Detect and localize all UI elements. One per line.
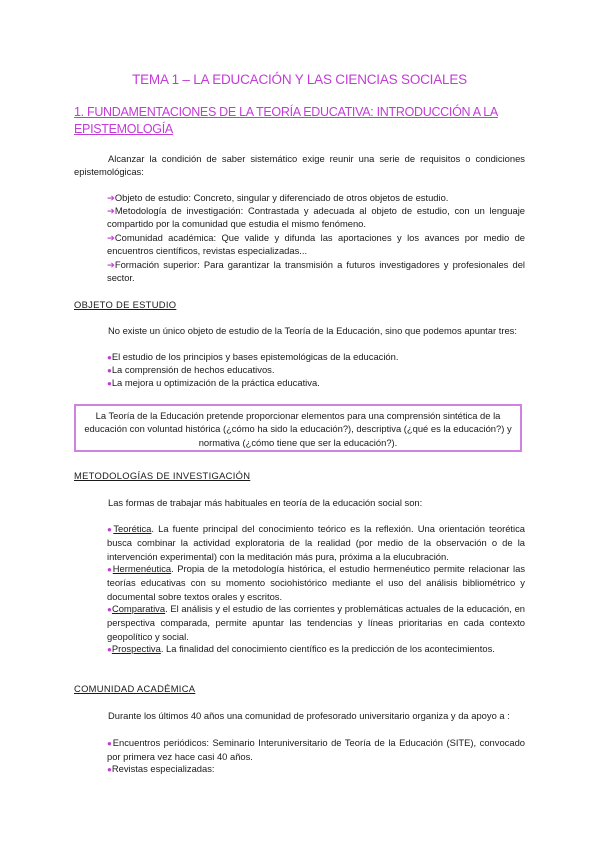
section-heading-objeto: OBJETO DE ESTUDIO (74, 299, 177, 310)
requirement-text: : Concreto, singular y diferenciado de otros objetos de estudio. (188, 192, 449, 203)
highlight-box (74, 404, 522, 452)
page-title: TEMA 1 – LA EDUCACIÓN Y LAS CIENCIAS SOCIALES (132, 72, 467, 87)
requirement-term: Comunidad académica (114, 232, 214, 243)
section-heading-fundamentaciones: 1. FUNDAMENTACIONES DE LA TEORÍA EDUCATIVA: INTRODUCCIÓN A LA EPISTEMOLOGÍA (74, 105, 498, 136)
comunidad-intro: Durante los últimos 40 años una comunidad de profesorado universitario organiza y da apoyo a : (108, 710, 510, 721)
methodology-item: ●Teorética. La fuente principal del conocimiento teórico es la reflexión. Una orientación teorética busca combinar la actividad exploratoria de la realidad (por medio de la observación o de la intervención experimental) con la meditación más pura, próxima a la elucubración. (107, 523, 525, 562)
section-heading-comunidad: COMUNIDAD ACADÉMICA (74, 683, 196, 694)
methodology-term: Prospectiva (111, 643, 161, 654)
list-item: ●La mejora u optimización de la práctica educativa. (107, 377, 320, 388)
requirement-text: : Contrastada y adecuada al objeto de estudio, con un lenguaje compartido por la comunidad que estudia el mismo fenómeno. (107, 205, 525, 230)
methodology-item: ●Prospectiva. La finalidad del conocimiento científico es la predicción de los acontecimientos. (107, 643, 495, 654)
requirement-term: Metodología de investigación (114, 205, 241, 216)
bullet-icon: ● (107, 366, 112, 375)
methodology-term: Comparativa (111, 603, 166, 614)
methodology-term: Teorética (113, 523, 152, 534)
bullet-icon: ● (107, 645, 112, 654)
requirement-item (107, 191, 525, 204)
list-item: ●El estudio de los principios y bases epistemológicas de la educación. (107, 351, 399, 362)
section-heading-metodologias: METODOLOGÍAS DE INVESTIGACIÓN (74, 470, 251, 481)
objeto-intro: No existe un único objeto de estudio de la Teoría de la Educación, sino que podemos apuntar tres: (108, 325, 517, 336)
bullet-icon: ● (107, 765, 112, 774)
arrow-icon: ➔ (107, 192, 115, 203)
arrow-icon: ➔ (107, 259, 115, 270)
bullet-icon: ● (107, 525, 114, 534)
requirement-item (107, 231, 525, 258)
requirement-term: Objeto de estudio (114, 192, 189, 203)
arrow-icon: ➔ (107, 232, 115, 243)
requirement-text: : Para garantizar la transmisión a futuros investigadores y profesionales del sector. (107, 259, 525, 284)
requirement-text: : Que valide y difunda las aportaciones y los avances por medio de encuentros científicos, revistas especializadas... (107, 232, 525, 257)
bullet-icon: ● (107, 353, 112, 362)
bullet-icon: ● (107, 739, 113, 748)
bullet-icon: ● (107, 379, 112, 388)
list-item: ●La comprensión de hechos educativos. (107, 364, 275, 375)
methodology-term: Hermenéutica (112, 563, 172, 574)
bullet-icon: ● (107, 565, 113, 574)
requirement-term: Formación superior (114, 259, 198, 270)
methodology-item: ●Hermenéutica. Propia de la metodología histórica, el estudio hermenéutico permite relacionar las teorías educativas con su momento sociohistórico mediante el uso del análisis bibliométrico y documental sobre textos orales y escritos. (107, 563, 526, 602)
list-item: ●Revistas especializadas: (107, 763, 215, 774)
methodology-item: ●Comparativa. El análisis y el estudio de las corrientes y problemáticas actuales de la educación, en perspectiva comparada, permite apuntar las tendencias y líneas prioritarias en cada contexto geopolítico y social. (107, 603, 526, 642)
highlight-box-text: La Teoría de la Educación pretende proporcionar elementos para una comprensión sintética de la educación con voluntad histórica (¿cómo ha sido la educación?), descriptiva (¿qué es la educación?) y normativa (¿cómo tiene que ser la educación?). (84, 410, 512, 448)
requirement-item (107, 258, 525, 285)
arrow-icon: ➔ (107, 205, 115, 216)
list-item: ●Encuentros periódicos: Seminario Interuniversitario de Teoría de la Educación (SITE), convocado por primera vez hace casi 40 años. (107, 737, 525, 763)
bullet-icon: ● (107, 605, 112, 614)
requirement-item (107, 204, 525, 231)
metodologias-intro: Las formas de trabajar más habituales en teoría de la educación social son: (108, 497, 423, 508)
intro-paragraph: Alcanzar la condición de saber sistemático exige reunir una serie de requisitos o condiciones epistemológicas: (74, 153, 525, 178)
